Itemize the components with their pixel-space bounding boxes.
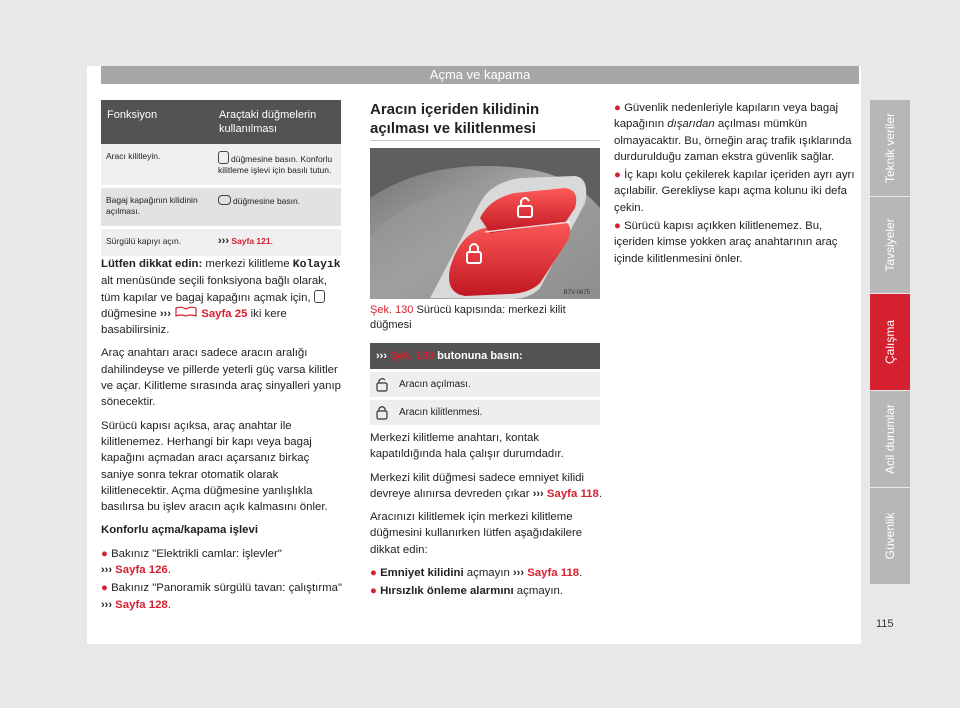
menu-code: Kolayık — [292, 259, 341, 271]
page-link[interactable]: Sayfa 118 — [527, 567, 580, 580]
table-cell: Bagaj kapağının kilidinin açılması. — [101, 187, 213, 228]
reference-arrow: ››› — [376, 350, 387, 362]
page-number: 115 — [876, 618, 894, 630]
tab-label: Güvenlik — [883, 512, 897, 560]
door-button-photo — [370, 148, 600, 299]
page-link[interactable]: Sayfa 128 — [115, 598, 168, 611]
text: iki kere basabilirsiniz. — [101, 307, 287, 337]
table-header-cell: Fonksiyon — [101, 100, 213, 144]
column-3 — [614, 100, 858, 274]
tab-label: Çalışma — [883, 319, 897, 365]
row-label: Aracın kilitlenmesi. — [399, 407, 483, 418]
text: merkezi kilitleme — [202, 258, 293, 270]
paragraph: Araç anahtarı aracı sadece aracın aralığı dahilindeyse ve pillerde yeterli güç varsa kilitler ve açar. Kilitleme sırasında araç sinyalleri yanıp sönecektir. — [101, 347, 341, 409]
reference-arrow: ››› — [159, 307, 171, 320]
text: Güvenlik nedenleriyle kapıların veya bagaj kapağının — [614, 102, 839, 131]
page-link[interactable]: Sayfa 118 — [546, 487, 599, 500]
bullet-dot: ● — [614, 169, 621, 182]
tab-guvenlik[interactable] — [870, 488, 910, 584]
bullet-dot: ● — [614, 220, 621, 233]
section-heading: Aracın içeriden kilidinin açılması ve kilitlenmesi — [370, 101, 540, 137]
figure-number: Şek. 130 — [370, 304, 414, 316]
caption-text: Sürücü kapısında: merkezi kilit düğmesi — [370, 304, 566, 331]
column-1 — [101, 256, 343, 620]
book-icon — [174, 306, 198, 318]
tab-label: Tavsiyeler — [883, 218, 897, 272]
text: açılması mümkün olmayacaktır. Bu, örneğin araç trafik ışıklarında durdurulduğu zaman ekstra güvenlik sağlar. — [614, 118, 852, 163]
table-row — [101, 144, 341, 187]
page-link[interactable]: Sayfa 126 — [115, 564, 168, 577]
text: açmayın — [463, 567, 514, 580]
paragraph: Aracınızı kilitlemek için merkezi kilitleme düğmesini kullanırken lütfen aşağıdakilere dikkat edin: — [370, 511, 583, 556]
cell-text: düğmesine basın. Konforlu kilitleme işlevi için basılı tutun. — [218, 154, 333, 175]
column-2-body — [370, 430, 602, 607]
text: İç kapı kolu çekilerek kapılar içeriden ayrı ayrı açılabilir. Gerekliyse kapı açma kolunu iki defa çekin. — [614, 169, 855, 214]
table-cell — [213, 187, 341, 228]
bullet-item — [614, 100, 858, 165]
chapter-header: Açma ve kapama — [101, 66, 859, 84]
text: Sürücü kapısı açıkken kilitlenemez. Bu, içeriden kimse yokken araç anahtarının araç içinde kilitlenmesini önler. — [614, 220, 838, 265]
table-cell: Sürgülü kapıyı açın. — [101, 228, 213, 258]
paragraph — [101, 256, 343, 338]
page-link[interactable]: Sayfa 121 — [231, 236, 271, 246]
divider — [370, 140, 600, 141]
bullet-dot: ● — [370, 585, 377, 598]
bullet-item: ● Bakınız "Elektrikli camlar: işlevler" ››› Sayfa 126. — [101, 547, 282, 577]
paragraph: Merkezi kilitleme anahtarı, kontak kapatıldığında hala çalışır durumdadır. — [370, 432, 564, 461]
text: açmayın. — [513, 585, 564, 598]
reference-arrow: ››› — [218, 235, 229, 247]
function-table — [101, 100, 341, 259]
reference-arrow: ››› — [513, 567, 525, 580]
subheading: Konforlu açma/kapama işlevi — [101, 524, 258, 537]
bullet-item — [370, 583, 602, 599]
cell-text: . — [270, 236, 273, 246]
bullet-item — [614, 167, 858, 216]
header-text: butonuna basın: — [437, 350, 523, 362]
press-table-header — [370, 343, 600, 369]
lock-icon — [314, 290, 325, 303]
table-row — [101, 187, 341, 228]
table-cell — [213, 144, 341, 187]
unlock-icon — [376, 377, 388, 392]
table-header-row — [101, 100, 341, 144]
lock-icon — [218, 151, 229, 164]
italic-text: dışarıdan — [667, 118, 715, 131]
table-cell — [213, 228, 341, 258]
text: düğmesine — [101, 307, 160, 320]
text: Merkezi kilit düğmesi sadece emniyet kilidi devreye alınırsa devreden çıkar — [370, 471, 584, 500]
bullet-item: ● Emniyet kilidini açmayın ››› Sayfa 118. — [370, 567, 583, 580]
lock-icon — [376, 405, 388, 420]
tab-teknik-veriler[interactable] — [870, 100, 910, 196]
button-press-table — [370, 343, 600, 425]
text: Bakınız "Panoramik sürgülü tavan: çalıştırma" — [111, 582, 342, 595]
cell-text: düğmesine basın. — [233, 196, 301, 206]
paragraph: Merkezi kilit düğmesi sadece emniyet kilidi devreye alınırsa devreden çıkar ››› Sayfa 118. — [370, 471, 602, 500]
bullet-item — [614, 218, 858, 267]
bullet-dot: ● — [101, 582, 108, 595]
reference-arrow: ››› — [101, 598, 112, 611]
table-row — [101, 228, 341, 258]
reference-arrow: ››› — [101, 564, 112, 577]
tab-label: Teknik veriler — [883, 112, 897, 184]
bullet-dot: ● — [101, 547, 108, 560]
reference-arrow: ››› — [532, 487, 544, 500]
note-label: Lütfen dikkat edin: — [101, 258, 203, 270]
bullet-item: ● Bakınız "Panoramik sürgülü tavan: çalıştırma" ››› Sayfa 128. — [101, 582, 342, 611]
text: alt menüsünde seçili fonksiyona bağlı olarak, tüm kapılar ve bagaj kapağını açmak için, — [101, 275, 328, 304]
paragraph: Sürücü kapısı açıksa, araç anahtar ile kilitlenemez. Herhangi bir kapı veya bagaj kapağını açmadan aracı açarsanız birkaç saniye sonra tekrar otomatik olarak kilitlenecektir. Açma düğmesine yanlışlıkla basılırsa bu işlev aracın açık kalmasını önler. — [101, 419, 328, 514]
tab-tavsiyeler[interactable] — [870, 197, 910, 293]
figure-ref[interactable]: Şek. 130 — [390, 350, 435, 362]
figure-caption — [370, 303, 600, 333]
bullet-dot: ● — [614, 102, 621, 114]
table-cell: Aracı kilitleyin. — [101, 144, 213, 187]
tab-calisma[interactable] — [870, 294, 910, 390]
image-code: B7V-0675 — [563, 290, 590, 296]
text: Bakınız "Elektrikli camlar: işlevler" — [111, 547, 282, 560]
bold-text: Emniyet kilidini — [380, 567, 464, 580]
row-label: Aracın açılması. — [399, 379, 471, 390]
press-row-lock — [370, 400, 600, 425]
page-link[interactable]: Sayfa 25 — [201, 307, 248, 320]
tab-acil-durumlar[interactable] — [870, 391, 910, 487]
bold-text: Hırsızlık önleme alarmını — [380, 585, 514, 598]
door-panel-illustration — [370, 148, 600, 299]
table-header-cell: Araçtaki düğmelerin kullanılması — [213, 100, 341, 144]
trunk-icon — [218, 195, 231, 205]
bullet-dot: ● — [370, 567, 377, 580]
tab-label: Acil durumlar — [883, 403, 897, 475]
press-row-unlock — [370, 372, 600, 397]
